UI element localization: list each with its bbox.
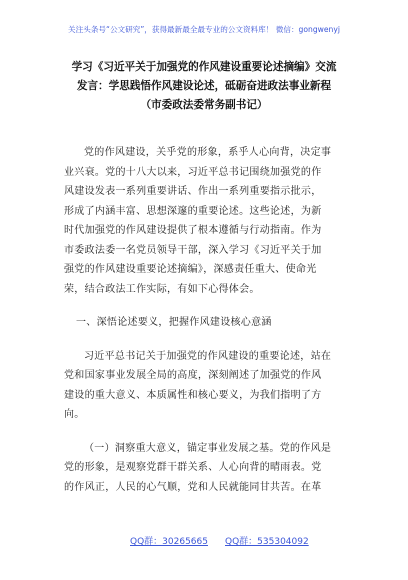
text-line: 的作风正，人民的心气顺，党和人民就能同甘共苦。在革 xyxy=(64,481,322,493)
text-line: 党的形象，是观察党群干群关系、人心向背的晴雨表。党 xyxy=(64,462,322,473)
text-line: 党的作风建设，关乎党的形象，系乎人心向背，决定事 xyxy=(84,147,332,158)
document-title xyxy=(48,58,360,115)
title-subtitle: （市委政法委常务副书记） xyxy=(140,99,268,111)
text-line: 向。 xyxy=(64,409,85,420)
paragraph-intro xyxy=(64,143,346,299)
text-line: 市委政法委一名党员领导干部，深入学习《习近平关于加 xyxy=(64,244,322,256)
title-line: 发言：学思践悟作风建设论述，砥砺奋进政法事业新程 xyxy=(76,80,332,92)
title-line: 学习《习近平关于加强党的作风建设重要论述摘编》交流 xyxy=(71,61,337,73)
promo-banner[interactable]: 关注头条号“公文研究”，获得最新最全最专业的公文资料库！ 微信：gongwenyj xyxy=(68,25,340,34)
paragraph-subsection xyxy=(64,439,346,498)
text-line: 习近平总书记关于加强党的作风建设的重要论述，站在 xyxy=(84,350,332,362)
text-line: 业兴衰。党的十八大以来，习近平总书记围绕加强党的作 xyxy=(64,166,322,178)
text-line: 强党的作风建设重要论述摘编》，深感责任重大、使命光 xyxy=(64,264,317,275)
text-line: 建设的重大意义、本质属性和核心要义，为我们指明了方 xyxy=(64,389,322,401)
paragraph-section-intro xyxy=(64,347,346,425)
heading-line: 一、深悟论述要义，把握作风建设核心意涵 xyxy=(76,317,272,328)
qq-group-link[interactable]: QQ群：30265665 xyxy=(130,537,208,547)
document-body xyxy=(64,143,346,497)
text-line: （一）洞察重大意义，锚定事业发展之基。党的作风是 xyxy=(84,442,332,454)
text-line: 党和国家事业发展全局的高度，深刻阐述了加强党的作风 xyxy=(64,370,322,381)
section-heading xyxy=(64,313,346,333)
text-line: 时代加强党的作风建设提供了根本遵循与行动指南。作为 xyxy=(64,225,322,236)
text-line: 荣，结合政法工作实际，有如下心得体会。 xyxy=(64,283,260,295)
text-line: 形成了内涵丰富、思想深邃的重要论述。这些论述，为新 xyxy=(64,205,322,217)
qq-group-link[interactable]: QQ群：535304092 xyxy=(225,537,309,547)
text-line: 风建设发表一系列重要讲话、作出一系列重要指示批示， xyxy=(64,186,322,197)
